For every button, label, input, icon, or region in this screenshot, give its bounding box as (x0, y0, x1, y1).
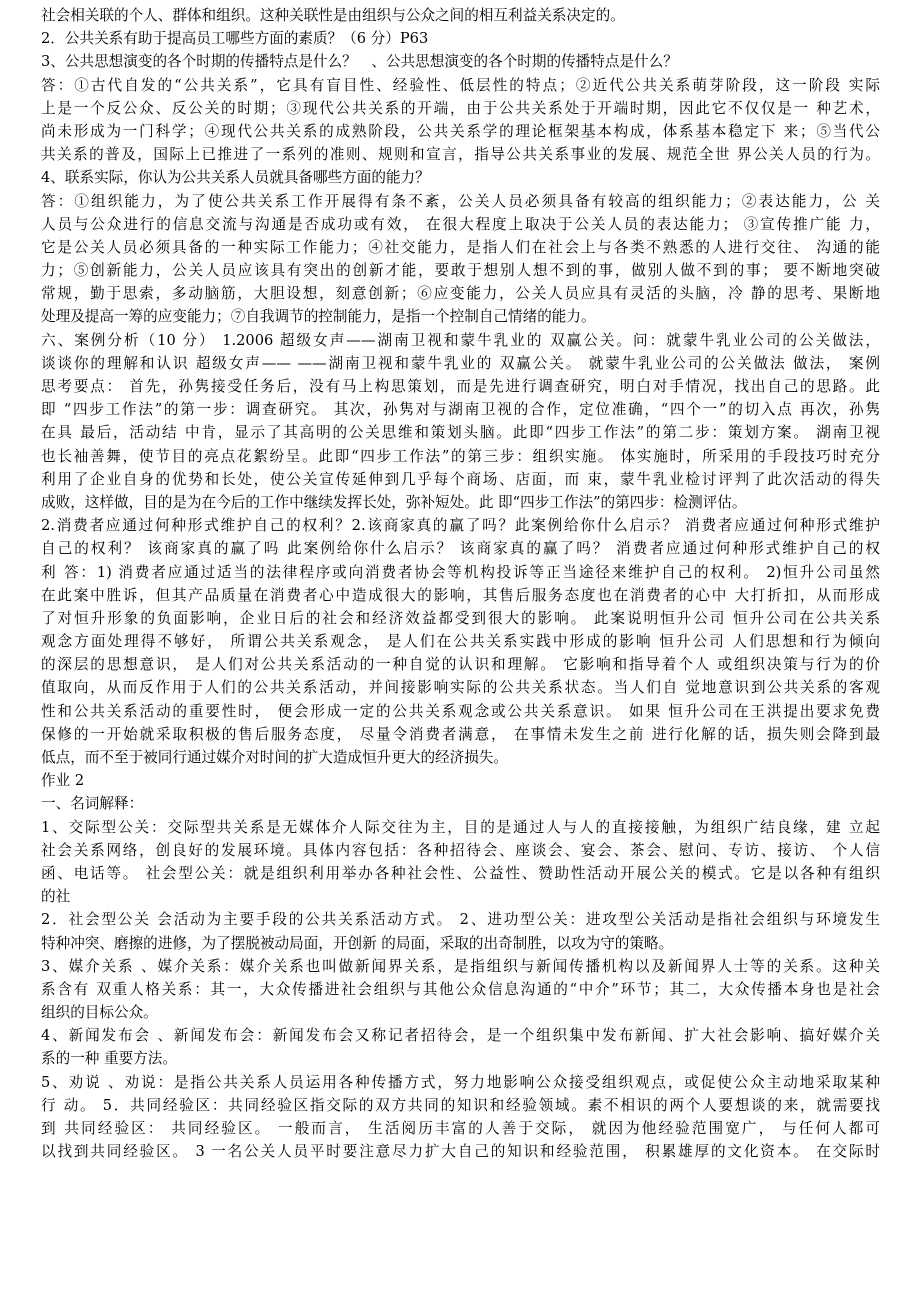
text-line: 一、名词解释： (41, 795, 144, 813)
text-line: 思考要点： 首先，孙隽接受任务后，没有马上构思策划，而是先进行调查研究，明白对手情况，找出自己的思路。此 (41, 378, 880, 395)
text-line: 谈谈你的理解和认识 超级女声—— ——湖南卫视和蒙牛乳业的 双赢公关。 就蒙牛乳业公司的公关做法 做法， 案例 (41, 354, 880, 372)
text-line: 利 答：1) 消费者应通过适当的法律程序或向消费者协会等机构投诉等正当途径来维护自己的权利。 2)恒升公司虽然 (41, 563, 880, 581)
text-line: 4、新闻发布会 、新闻发布会：新闻发布会又称记者招待会，是一个组织集中发布新闻、扩大社会影响、搞好媒介关 (41, 1027, 880, 1045)
text-line: 低点，而不至于被同行通过媒介对时间的扩大造成恒升更大的经济损失。 (41, 749, 509, 766)
text-line: 3、公共思想演变的各个时期的传播特点是什么？ 、公共思想演变的各个时期的传播特点是什么？ (41, 53, 678, 71)
text-line: 答：①组织能力，为了使公共关系工作开展得有条不紊，公关人员必须具备有较高的组织能力；②表达能力，公 关 (41, 192, 880, 210)
text-line: 答：①古代自发的“公共关系”，它具有盲目性、经验性、低层性的特点；②近代公共关系萌芽阶段，这一阶段 实际 (41, 76, 880, 94)
text-line: 在具 最后，活动结 中肯，显示了其高明的公关思维和策划头脑。此即“四步工作法”的第二步：策划方案。 湖南卫视 (41, 424, 880, 442)
text-line: 性和公共关系活动的重要性时， 便会形成一定的公共关系观念或公共关系意识。 如果 恒升公司在王洪提出要求免费 (41, 702, 880, 720)
text-line: 的社 (41, 888, 71, 906)
text-line: 4、联系实际，你认为公共关系人员就具备哪些方面的能力？ (41, 169, 430, 187)
text-line: 上是一个反公众、反公关的时期；③现代公共关系的开端，由于公共关系处于开端时期，因此它不仅仅是一 种艺术， (41, 99, 880, 117)
text-line: 作业 2 (41, 772, 85, 790)
text-line: 保修的一开始就采取积极的售后服务态度， 尽量令消费者满意， 在事情未发生之前 进行化解的话，损失则会降到最 (41, 725, 880, 743)
text-line: 也长袖善舞，使节目的亮点花絮纷呈。此即“四步工作法”的第三步：组织实施。 体实施时，所采用的手段技巧时充分 (41, 447, 880, 465)
text-line: 社会关系网络，创良好的发展环境。具体内容包括：各种招待会、座谈会、宴会、茶会、慰问、专访、接访、 个人信 (41, 841, 880, 859)
text-line: 特种冲突、磨擦的进修，为了摆脱被动局面，开创新 的局面，采取的出奇制胜，以攻为守的策略。 (41, 934, 674, 952)
text-line: 自己的权利？ 该商家真的赢了吗 此案例给你什么启示？ 该商家真的赢了吗？ 消费者应通过何种形式维护自己的权 (41, 540, 880, 558)
text-line: 值取向，从而反作用于人们的公共关系活动，并间接影响实际的公共关系状态。当人们自 觉地意识到公共关系的客观 (41, 679, 880, 697)
text-line: 的深层的思想意识， 是人们对公共关系活动的一种自觉的认识和理解。 它影响和指导着个人 或组织决策与行为的价 (41, 656, 880, 674)
text-line: 利用了企业自身的优势和长处，使公关宣传延伸到几乎每个商场、店面，而 束，蒙牛乳业检讨评判了此次活动的得失 (41, 470, 880, 488)
text-line: 即 “四步工作法”的第一步：调查研究。 其次，孙隽对与湖南卫视的合作，定位准确，“四个一”的切入点 再次，孙隽 (41, 401, 880, 419)
text-line: 系含有 双重人格关系：其一，大众传播进社会组织与其他公众信息沟通的“中介”环节；其二，大众传播本身也是社会 (41, 980, 880, 998)
text-line: 它是公关人员必须具备的一种实际工作能力；④社交能力，是指人们在社会上与各类不熟悉的人进行交往、 沟通的能 (41, 238, 880, 256)
text-line: 以找到共同经验区。 3 一名公关人员平时要注意尽力扩大自己的知识和经验范围， 积累雄厚的文化资本。 在交际时 (41, 1143, 880, 1161)
text-line: 了对恒升形象的负面影响，企业日后的社会和经济效益都受到很大的影响。 此案说明恒升公司 恒升公司在公共关系 (41, 609, 880, 627)
text-line: 1、交际型公关：交际型共关系是无媒体介人际交往为主，目的是通过人与人的直接接触，为组织广结良缘，建 立起 (41, 818, 880, 836)
text-line: 共关系的普及，国际上已推进了一系列的准则、规则和宣言，指导公共关系事业的发展、规范全世 界公关人员的行为。 (41, 146, 880, 164)
text-line: 函、电话等。 社会型公关：就是组织利用举办各种社会性、公益性、赞助性活动开展公关的模式。它是以各种有组织 (41, 864, 880, 882)
text-line: 常规，勤于思索，多动脑筋，大胆设想，刻意创新；⑥应变能力，公关人员应具有灵活的头脑，冷 静的思考、果断地 (41, 285, 880, 303)
text-line: 尚未形成为一门科学；④现代公共关系的成熟阶段，公共关系学的理论框架基本构成，体系基本稳定下 来；⑤当代公 (41, 122, 880, 140)
text-line: 3、媒介关系 、媒介关系：媒介关系也叫做新闻界关系，是指组织与新闻传播机构以及新闻界人士等的关系。这种关 (41, 957, 880, 975)
text-line: 社会相关联的个人、群体和组织。这种关联性是由组织与公众之间的相互利益关系决定的。 (41, 7, 625, 24)
text-line: 系的一种 重要方法。 (41, 1050, 177, 1068)
text-line: 行 动。 5．共同经验区：共同经验区指交际的双方共同的知识和经验领域。素不相识的两个人要想谈的来，就需要找 (41, 1096, 880, 1114)
text-line: 5、劝说 、劝说：是指公共关系人员运用各种传播方式，努力地影响公众接受组织观点，或促使公众主动地采取某种 (41, 1073, 880, 1091)
text-line: 力；⑤创新能力，公关人员应该具有突出的创新才能，要敢于想别人想不到的事，做别人做不到的事； 要不断地突破 (41, 262, 880, 280)
text-line: 观念方面处理得不够好， 所谓公共关系观念， 是人们在公共关系实践中形成的影响 恒升公司 人们思想和行为倾向 (41, 633, 880, 651)
text-line: 到 共同经验区： 共同经验区。 一般而言， 生活阅历丰富的人善于交际， 就因为他经验范围宽广， 与任何人都可 (41, 1120, 880, 1137)
text-line: 人员与公众进行的信息交流与沟通是否成功或有效， 在很大程度上取决于公关人员的表达能力； ③宣传推广能 力， (41, 215, 880, 233)
text-line: 2.消费者应通过何种形式维护自己的权利？2.该商家真的赢了吗？此案例给你什么启示？ 消费者应通过何种形式维护 (41, 517, 880, 535)
text-line: 处理及提高一筹的应变能力；⑦自我调节的控制能力，是指一个控制自己情绪的能力。 (41, 308, 596, 326)
text-line: 组织的目标公众。 (41, 1004, 158, 1022)
text-line: 2．公共关系有助于提高员工哪些方面的素质？（6 分）P63 (41, 30, 429, 48)
text-line: 六、案例分析（10 分） 1.2006 超级女声——湖南卫视和蒙牛乳业的 双赢公关。问：就蒙牛乳业公司的公关做法， (41, 331, 880, 349)
text-line: 成败，这样做，目的是为在今后的工作中继续发挥长处，弥补短处。此 即“四步工作法”的第四步：检测评估。 (41, 493, 747, 511)
text-line: 2．社会型公关 会活动为主要手段的公共关系活动方式。 2、进功型公关：进攻型公关活动是指社会组织与环境发生 (41, 911, 880, 929)
text-line: 在此案中胜诉，但其产品质量在消费者心中造成很大的影响，其售后服务态度也在消费者的心中 大打折扣，从而形成 (41, 586, 880, 604)
